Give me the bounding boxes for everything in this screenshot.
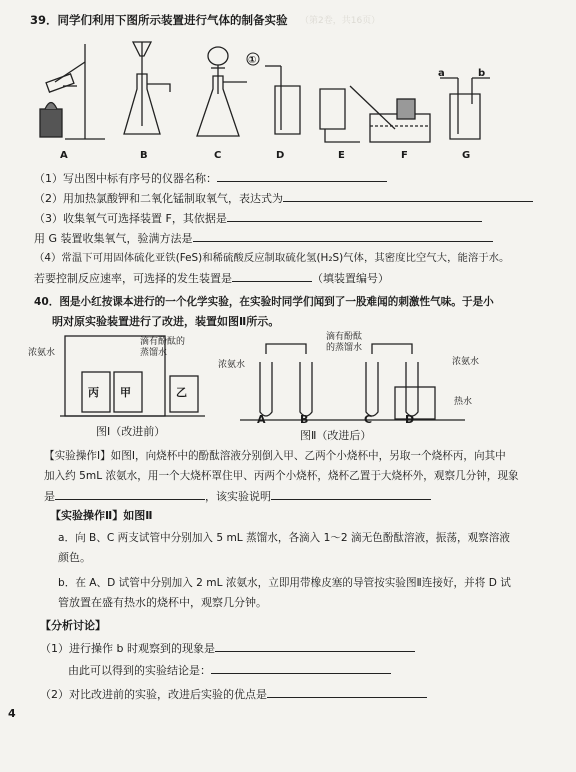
fig1-caption: 图Ⅰ（改进前） [96, 425, 166, 438]
apparatus-f [350, 86, 430, 142]
answer-blank[interactable] [227, 210, 482, 222]
bleed-through-text: （第2卷，共16页） [300, 16, 381, 26]
fig2-caption: 图Ⅱ（改进后） [300, 429, 372, 442]
op1-line1: 【实验操作Ⅰ】如图Ⅰ，向烧杯中的酚酞溶液分别倒入甲、乙两个小烧杯中，另取一个烧杯丙，向其中 [44, 450, 506, 462]
q39-part3: （3）收集氧气可选择装置 F，其依据是 [34, 210, 482, 227]
apparatus-b [124, 42, 170, 134]
q39-part3b: 用 G 装置收集氧气，验满方法是 [34, 230, 493, 247]
q39-part4b: 若要控制反应速率，可选择的发生装置是 （填装置编号） [34, 272, 389, 285]
q39-part2: （2）用加热氯酸钾和二氧化锰制取氧气，表达式为 [34, 190, 533, 207]
label-d: D [276, 150, 285, 161]
label-circle-1: ① [248, 55, 257, 66]
label-f: F [401, 150, 408, 161]
fig1-beaker-bing: 丙 [88, 386, 99, 399]
op2-b-line1: b．在 A、D 试管中分别加入 2 mL 浓氨水，立即用带橡皮塞的导管按实验图Ⅱ连接好，并将 D 试 [58, 577, 511, 589]
q40-intro-2: 明对原实验装置进行了改进，装置如图Ⅱ所示。 [52, 315, 280, 328]
fig1-right-label: 滴有酚酞的蒸馏水 [140, 337, 186, 358]
answer-blank[interactable] [217, 170, 387, 182]
q39-apparatus-figure [25, 34, 505, 154]
label-e: E [338, 150, 345, 161]
op1-line3: 是 ，该实验说明 [44, 488, 431, 505]
fig1-beaker-jia: 甲 [120, 386, 131, 399]
op2-title: 【实验操作Ⅱ】如图Ⅱ [50, 509, 153, 522]
fig2-tube-b: B [300, 413, 309, 426]
fig2-right-label: 浓氨水 [452, 357, 480, 367]
label-g-b: b [478, 68, 486, 79]
fig2-tube-d: D [405, 413, 415, 426]
answer-blank[interactable] [271, 488, 431, 500]
apparatus-g [440, 78, 490, 139]
q39-title: 39．同学们利用下图所示装置进行气体的制备实验 [30, 13, 288, 27]
page-number: 4 [8, 707, 16, 720]
fig1-left-label: 浓氨水 [28, 348, 56, 358]
answer-blank[interactable] [267, 686, 427, 698]
discussion-2: （2）对比改进前的实验，改进后实验的优点是 [40, 686, 427, 703]
fig2-hot-water: 热水 [454, 397, 473, 407]
op2-b-line2: 管放置在盛有热水的烧杯中，观察几分钟。 [58, 596, 267, 609]
fig1-beaker-yi: 乙 [176, 386, 187, 399]
answer-blank[interactable] [193, 230, 493, 242]
fig2-tube-c: C [364, 413, 373, 426]
answer-blank[interactable] [283, 190, 533, 202]
op2-a-line1: a．向 B、C 两支试管中分别加入 5 mL 蒸馏水，各滴入 1～2 滴无色酚酞溶液，振荡，观察溶液 [58, 532, 510, 544]
op2-a-line2: 颜色。 [58, 551, 91, 564]
fig2-mid-label: 滴有酚酞的蒸馏水 [326, 332, 363, 353]
q40-intro-1: 40．图是小红按课本进行的一个化学实验，在实验时同学们闻到了一股难闻的刺激性气味。于是小 [34, 296, 494, 308]
label-g-a: a [438, 68, 445, 79]
q39-part1: （1）写出图中标有序号的仪器名称： [34, 170, 387, 187]
label-a: A [60, 150, 68, 161]
answer-blank[interactable] [55, 488, 205, 500]
label-c: C [214, 150, 222, 161]
op1-line2: 加入约 5mL 浓氨水，用一个大烧杯罩住甲、丙两个小烧杯，烧杯乙置于大烧杯外，观察几分钟，现象 [44, 470, 519, 482]
discussion-1b: 由此可以得到的实验结论是： [68, 662, 391, 679]
fig2-tube-a: A [257, 413, 266, 426]
discussion-title: 【分析讨论】 [40, 619, 106, 632]
apparatus-d [265, 66, 300, 134]
label-b: B [140, 150, 148, 161]
apparatus-a [40, 44, 105, 139]
answer-blank[interactable] [215, 640, 415, 652]
answer-blank[interactable] [211, 662, 391, 674]
fig2-left-label: 浓氨水 [218, 360, 246, 370]
answer-blank[interactable] [232, 270, 312, 282]
q39-part4: （4）常温下可用固体硫化亚铁(FeS)和稀硫酸反应制取硫化氢(H₂S)气体，其密度比空气大，能溶于水。 [34, 252, 510, 264]
apparatus-e [320, 89, 360, 142]
label-g: G [462, 150, 471, 161]
discussion-1: （1）进行操作 b 时观察到的现象是 [40, 640, 415, 657]
